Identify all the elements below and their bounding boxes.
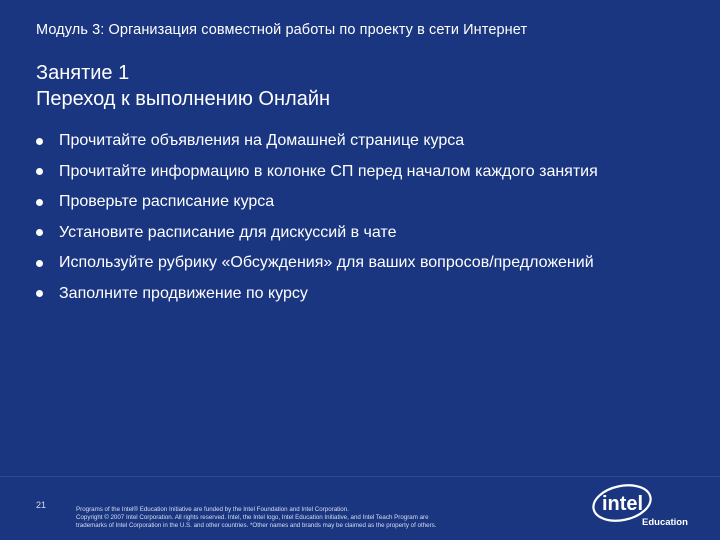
bullet-icon	[36, 290, 43, 297]
lesson-name: Переход к выполнению Онлайн	[36, 88, 331, 110]
footer-divider	[0, 476, 720, 477]
bullet-icon	[36, 199, 43, 206]
legal-line: Programs of the Intel® Education Initiative are funded by the Intel Foundation and Intel Corporation.	[76, 506, 349, 513]
legal-notice	[76, 506, 576, 530]
bullet-icon	[36, 138, 43, 145]
legal-line: Copyright © 2007 Intel Corporation. All rights reserved. Intel, the Intel logo, Intel Education Initiative, and Intel Teach Program are	[76, 514, 429, 521]
legal-line: trademarks of Intel Corporation in the U.S. and other countries. *Other names and brands may be claimed as the property of others.	[76, 522, 437, 529]
bullet-text: Установите расписание для дискуссий в чате	[59, 223, 397, 241]
bullet-text: Используйте рубрику «Обсуждения» для ваших вопросов/предложений	[59, 254, 594, 272]
logo-subtext: Education	[642, 517, 688, 528]
bullet-item	[34, 126, 598, 157]
lesson-title	[36, 60, 330, 112]
lesson-number: Занятие 1	[36, 62, 130, 84]
bullet-text: Прочитайте объявления на Домашней странице курса	[59, 132, 465, 150]
svg-text:intel: intel	[602, 493, 644, 515]
bullet-list	[34, 126, 598, 309]
bullet-item	[34, 157, 598, 188]
bullet-text: Проверьте расписание курса	[59, 193, 275, 211]
bullet-item	[34, 248, 598, 279]
bullet-text: Прочитайте информацию в колонке СП перед началом каждого занятия	[59, 162, 598, 180]
slide-number: 21	[36, 500, 47, 510]
bullet-item	[34, 218, 598, 249]
bullet-icon	[36, 229, 43, 236]
bullet-text: Заполните продвижение по курсу	[59, 284, 308, 302]
module-title: Модуль 3: Организация совместной работы по проекту в сети Интернет	[36, 22, 528, 38]
bullet-item	[34, 187, 598, 218]
bullet-icon	[36, 168, 43, 175]
bullet-icon	[36, 260, 43, 267]
bullet-item	[34, 279, 598, 310]
